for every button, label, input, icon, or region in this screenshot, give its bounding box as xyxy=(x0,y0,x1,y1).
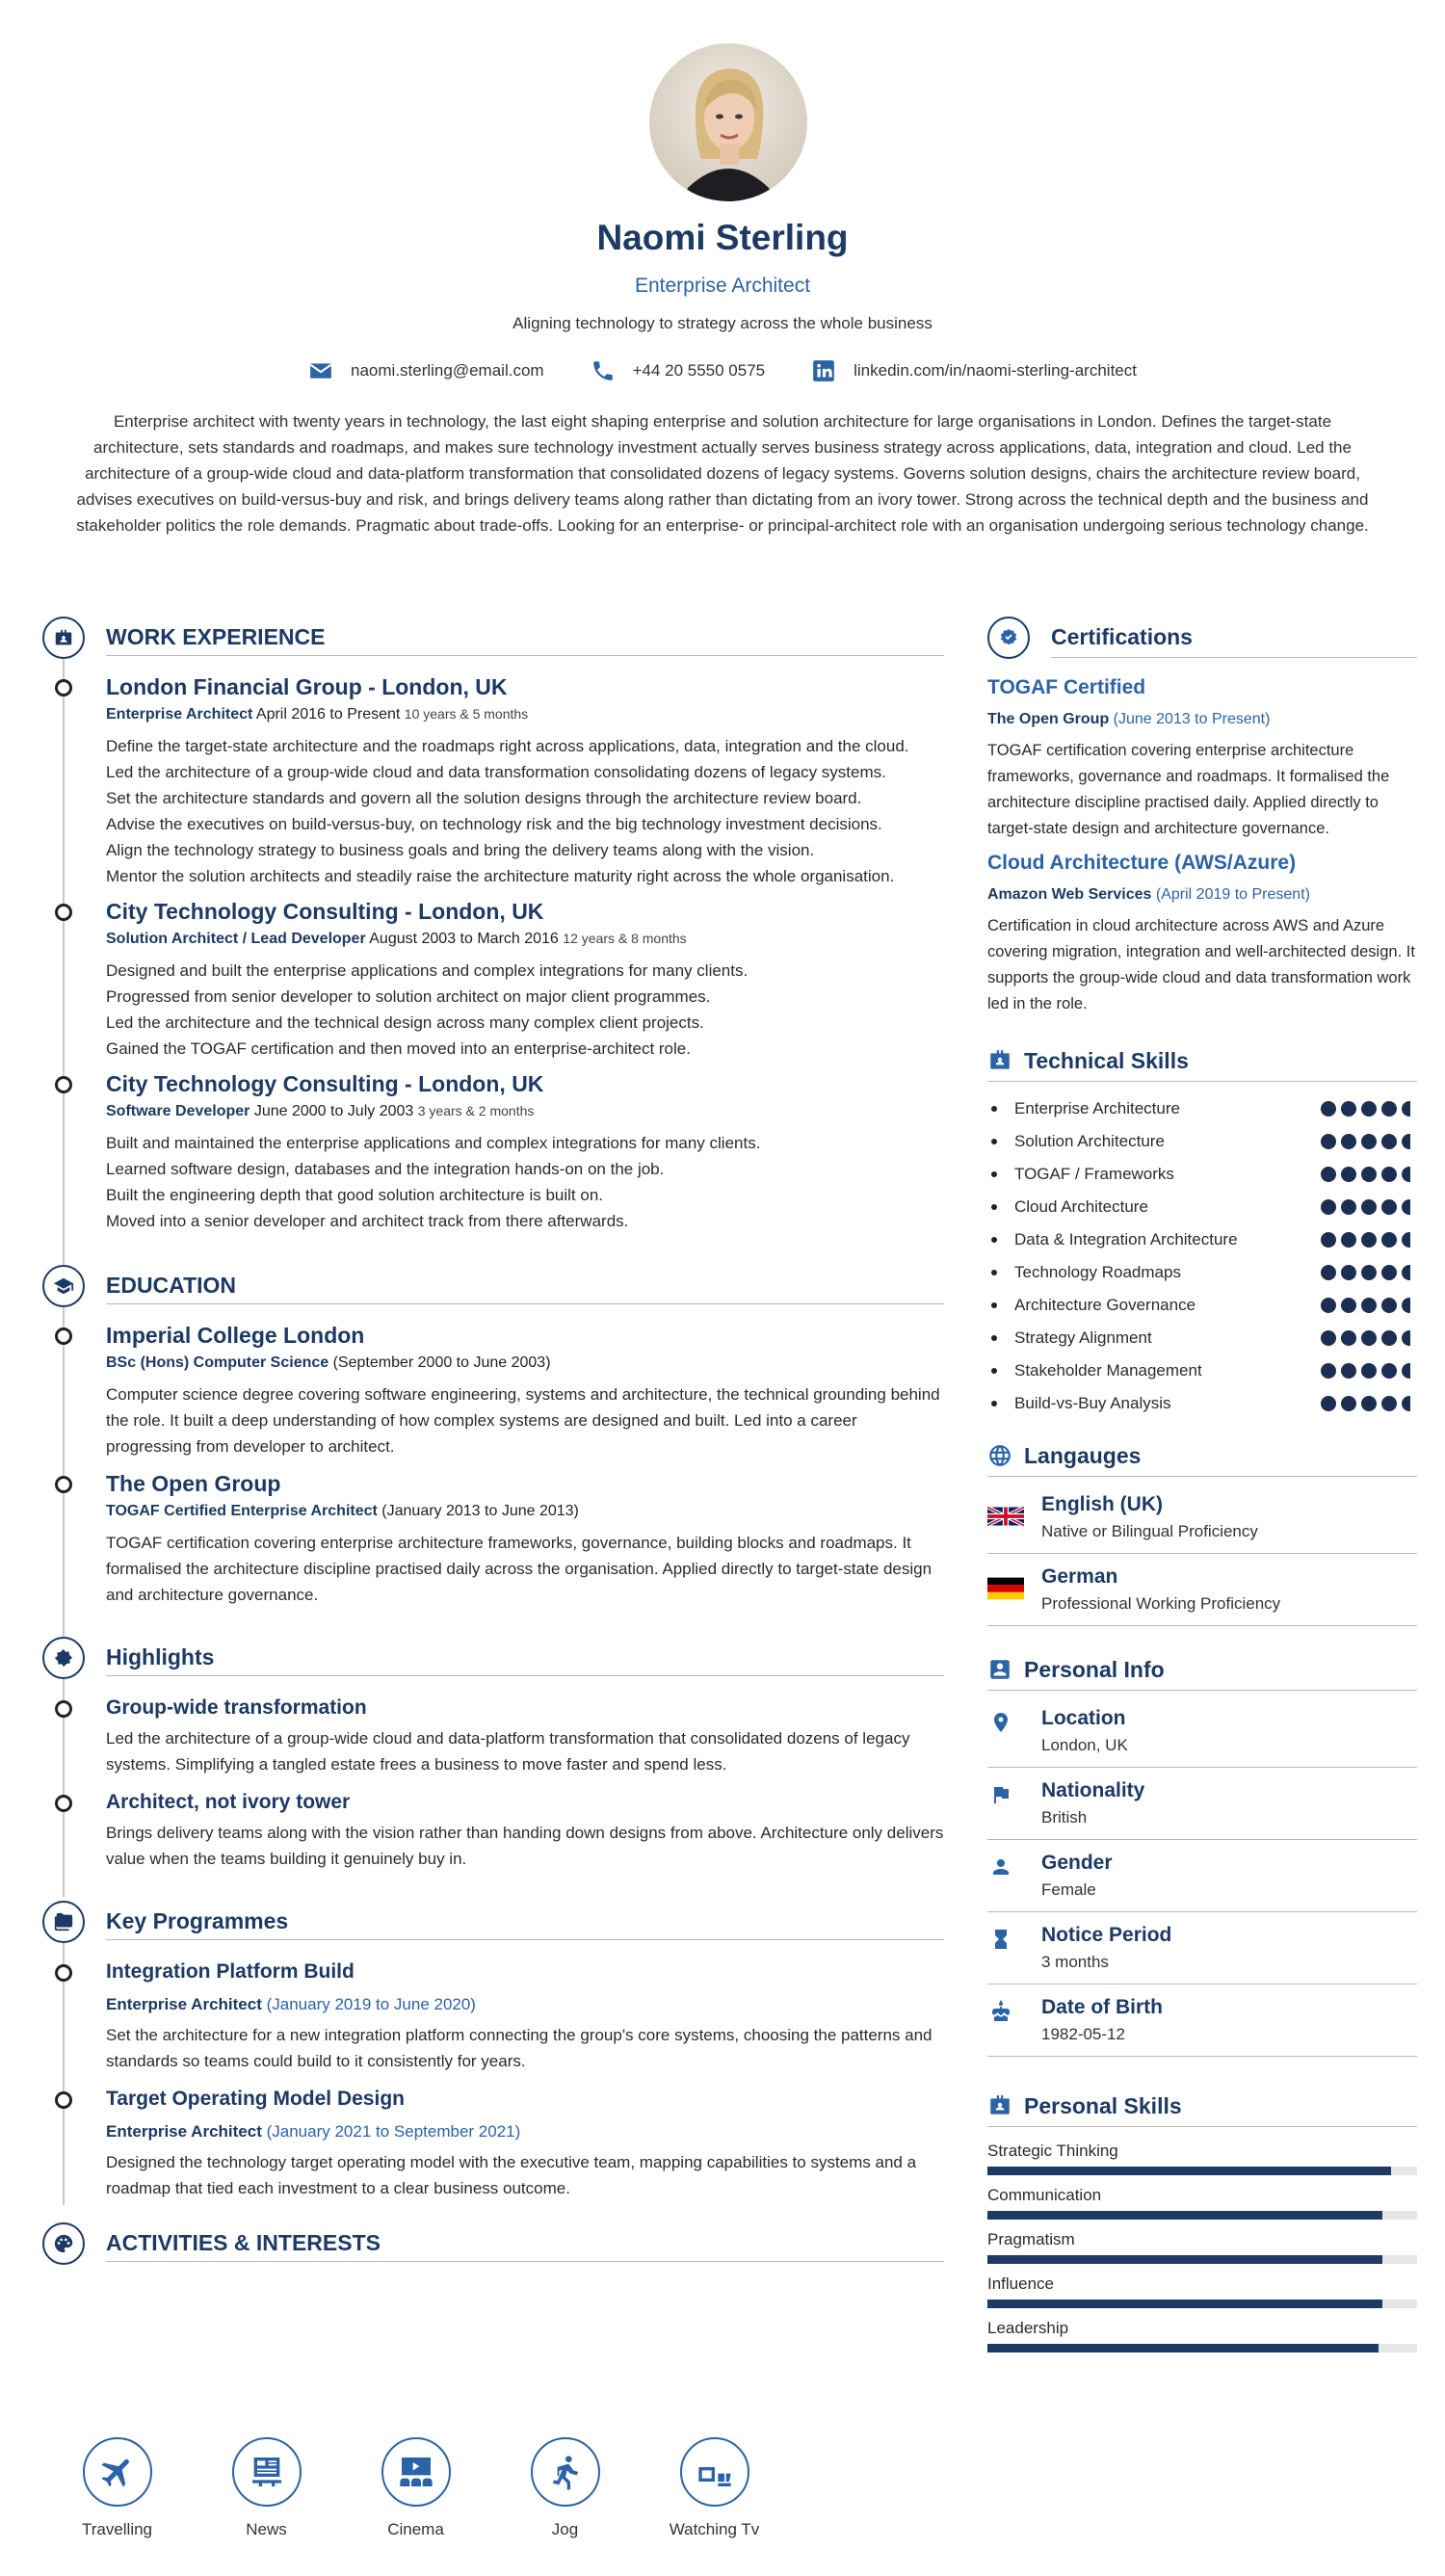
company-title: London Financial Group - London, UK xyxy=(106,674,508,699)
skill-rating-dots xyxy=(1321,1396,1417,1411)
technical-skill-row xyxy=(987,1125,1417,1158)
language-name: English (UK) xyxy=(1041,1493,1163,1515)
info-label: Nationality xyxy=(1041,1779,1145,1801)
activity-label: News xyxy=(246,2520,287,2538)
degree-name: TOGAF Certified Enterprise Architect xyxy=(106,1503,378,1519)
company-title: City Technology Consulting - London, UK xyxy=(106,1071,544,1096)
programme-entry xyxy=(42,1960,944,2074)
role-line xyxy=(106,706,944,723)
highlights-heading-text: Highlights xyxy=(106,1644,215,1669)
technical-skill-name: Build-vs-Buy Analysis xyxy=(987,1394,1171,1413)
main-column xyxy=(42,617,944,2265)
description-line: Built the engineering depth that good solution architecture is built on. xyxy=(106,1186,604,1204)
activity-label: Travelling xyxy=(81,2520,153,2538)
info-item-notice-period xyxy=(987,1912,1417,1985)
job-title: Enterprise Architect xyxy=(634,275,811,297)
role-duration: 3 years & 2 months xyxy=(417,1103,535,1118)
work-heading-text: WORK EXPERIENCE xyxy=(106,624,326,649)
technical-skill-name: Strategy Alignment xyxy=(987,1328,1152,1348)
cinema-screen-icon xyxy=(381,2437,451,2507)
programmes-timeline xyxy=(42,1960,944,2201)
rating-dot xyxy=(1321,1396,1336,1411)
personal-skills-list xyxy=(987,2142,1417,2363)
rating-dot xyxy=(1381,1199,1397,1215)
rating-dot xyxy=(1361,1298,1377,1313)
personal-skill-row xyxy=(987,2230,1417,2274)
description-line: Gained the TOGAF certification and then moved into an enterprise-architect role. xyxy=(106,1039,691,1058)
personal-info-heading xyxy=(987,1647,1417,1690)
certificate-badge-icon xyxy=(987,617,1030,659)
personal-info-list xyxy=(987,1695,1417,2057)
rating-dot xyxy=(1402,1199,1417,1215)
personal-skill-row xyxy=(987,2319,1417,2363)
rating-dot xyxy=(1341,1396,1356,1411)
person-icon xyxy=(989,1855,1012,1879)
programme-description: Designed the technology target operating model with the executive team, mapping capabilities to systems and a roadmap that tied each investment to a clear business outcome. xyxy=(106,2153,917,2197)
degree-line xyxy=(106,1503,944,1520)
folders-icon xyxy=(42,1901,85,1943)
germany-flag-icon xyxy=(987,1575,1024,1602)
cert-description: TOGAF certification covering enterprise architecture frameworks, governance and roadmaps. It formalised the architecture discipline practised daily. Applied directly to target-state design and architecture governance. xyxy=(987,742,1390,837)
role-description xyxy=(106,1130,944,1234)
personal-skill-row xyxy=(987,2186,1417,2230)
rating-dot xyxy=(1321,1134,1336,1149)
info-item-nationality xyxy=(987,1768,1417,1840)
description-line: Define the target-state architecture and the roadmaps right across applications, data, integration and the cloud. xyxy=(106,737,909,755)
technical-skill-row xyxy=(987,1092,1417,1125)
rating-dot xyxy=(1402,1134,1417,1149)
activity-label: Jog xyxy=(551,2520,579,2538)
language-list xyxy=(987,1482,1417,1626)
cert-issuer: The Open Group xyxy=(987,711,1110,727)
cert-dates: (June 2013 to Present) xyxy=(1109,711,1271,727)
highlight-description: Led the architecture of a group-wide cloud and data-platform transformation that consolidated dozens of legacy systems. Simplifying a tangled estate frees a business to move faster and spend less. xyxy=(106,1729,910,1774)
school-title: The Open Group xyxy=(106,1471,281,1496)
skill-level-bar xyxy=(987,2300,1417,2308)
personal-skill-row xyxy=(987,2274,1417,2319)
id-badge-icon xyxy=(987,1048,1012,1073)
programme-dates: (January 2019 to June 2020) xyxy=(261,1995,476,2013)
rating-dot xyxy=(1381,1232,1397,1248)
technical-skills-heading xyxy=(987,1038,1417,1081)
rating-dot xyxy=(1321,1363,1336,1379)
rating-dot xyxy=(1361,1199,1377,1215)
graduation-cap-icon xyxy=(42,1265,85,1307)
programme-dates: (January 2021 to September 2021) xyxy=(261,2122,521,2141)
rating-dot xyxy=(1341,1363,1356,1379)
palette-icon xyxy=(42,2222,85,2265)
description-line: Progressed from senior developer to solution architect on major client programmes. xyxy=(106,987,711,1006)
info-item-gender xyxy=(987,1840,1417,1912)
technical-skill-row xyxy=(987,1322,1417,1354)
role-description xyxy=(106,958,944,1062)
highlights-section-heading xyxy=(42,1637,944,1679)
highlight-entry xyxy=(42,1696,944,1777)
description-line: Led the architecture of a group-wide cloud and data transformation consolidating dozens of legacy systems. xyxy=(106,763,886,781)
personal-skills-heading xyxy=(987,2084,1417,2126)
description-line: Moved into a senior developer and architect track from there afterwards. xyxy=(106,1212,629,1230)
education-timeline xyxy=(42,1323,944,1608)
education-description: Computer science degree covering software engineering, systems and architecture, the technical grounding behind the role. It built a deep understanding of how complex systems are designed and built. Led into a career progressing from developer to architect. xyxy=(106,1385,940,1456)
skill-rating-dots xyxy=(1321,1232,1417,1248)
skill-level-fill xyxy=(987,2167,1391,2175)
skill-level-bar xyxy=(987,2167,1417,2175)
profile-photo xyxy=(649,43,807,201)
role-name: Enterprise Architect xyxy=(106,706,253,723)
rating-dot xyxy=(1361,1363,1377,1379)
technical-skill-row xyxy=(987,1354,1417,1387)
location-pin-icon xyxy=(989,1711,1012,1734)
education-entry xyxy=(42,1471,944,1608)
skill-level-bar xyxy=(987,2344,1417,2353)
description-line: Align the technology strategy to business goals and bring the delivery teams along with the vision. xyxy=(106,841,815,859)
cert-description: Certification in cloud architecture across AWS and Azure covering migration, integration and well-architected design. It supports the group-wide cloud and data transformation work led in the role. xyxy=(987,917,1415,1012)
news-icon xyxy=(232,2437,302,2507)
rating-dot xyxy=(1361,1232,1377,1248)
rating-dot xyxy=(1381,1101,1397,1117)
profile-summary: Enterprise architect with twenty years in technology, the last eight shaping enterprise and solution architecture for large organisations in London. Defines the target-state architecture, sets standards and roadmaps, and makes sure technology investment actually serves business strategy across applications, data, integration and cloud. Led the architecture of a group-wide cloud and data-platform transformation that consolidated dozens of legacy systems. Governs solution designs, chairs the architecture review board, advises executives on build-versus-buy and risk, and brings delivery teams along rather than dictating from an ivory tower. Strong across the technical depth and the business and stakeholder politics the role demands. Pragmatic about trade-offs. Looking for an enterprise- or principal-architect role with an organisation undergoing serious technology change. xyxy=(76,412,1369,535)
description-line: Mentor the solution architects and steadily raise the architecture maturity right across the whole organisation. xyxy=(106,867,895,885)
technical-skill-row xyxy=(987,1256,1417,1289)
rating-dot xyxy=(1361,1330,1377,1346)
runner-icon xyxy=(531,2437,600,2507)
phone-icon xyxy=(591,358,616,383)
programme-description: Set the architecture for a new integration platform connecting the group's core systems, choosing the patterns and standards so teams could build to it consistently for years. xyxy=(106,2026,933,2070)
personal-skill-row xyxy=(987,2142,1417,2186)
language-level: Professional Working Proficiency xyxy=(1041,1594,1281,1613)
id-badge-icon xyxy=(987,2093,1012,2118)
sidebar-column xyxy=(987,617,1417,2363)
cert-dates: (April 2019 to Present) xyxy=(1151,886,1310,903)
highlight-entry xyxy=(42,1791,944,1872)
description-line: Advise the executives on build-versus-buy, on technology risk and the big technology investment decisions. xyxy=(106,815,882,833)
globe-icon xyxy=(987,1443,1012,1468)
language-level: Native or Bilingual Proficiency xyxy=(1041,1522,1258,1540)
info-label: Notice Period xyxy=(1041,1924,1172,1946)
email-icon xyxy=(308,358,333,383)
phone-text: +44 20 5550 0575 xyxy=(632,361,766,380)
rating-dot xyxy=(1381,1265,1397,1280)
rating-dot xyxy=(1341,1199,1356,1215)
cert-name: Cloud Architecture (AWS/Azure) xyxy=(987,852,1297,874)
technical-skill-name: Architecture Governance xyxy=(987,1296,1195,1315)
personal-skill-name: Leadership xyxy=(987,2319,1069,2337)
programmes-section-heading xyxy=(42,1901,944,1943)
description-line: Built and maintained the enterprise applications and complex integrations for many clients. xyxy=(106,1134,761,1152)
programme-title: Target Operating Model Design xyxy=(106,2088,405,2110)
rating-dot xyxy=(1321,1232,1336,1248)
language-name: German xyxy=(1041,1565,1118,1588)
rating-dot xyxy=(1361,1167,1377,1182)
rating-dot xyxy=(1341,1298,1356,1313)
activity-label: Watching Tv xyxy=(669,2520,760,2538)
activity-item xyxy=(42,2437,192,2539)
cert-entry xyxy=(987,676,1417,842)
role-name: Solution Architect / Lead Developer xyxy=(106,931,366,947)
rating-dot xyxy=(1402,1396,1417,1411)
email-text: naomi.sterling@email.com xyxy=(351,361,544,380)
language-item xyxy=(987,1554,1417,1626)
technical-skill-row xyxy=(987,1387,1417,1420)
linkedin-icon xyxy=(811,358,836,383)
info-value: British xyxy=(1041,1808,1088,1827)
technical-skill-name: Enterprise Architecture xyxy=(987,1099,1180,1118)
rating-dot xyxy=(1402,1265,1417,1280)
activities-section-heading xyxy=(42,2222,944,2265)
highlight-description: Brings delivery teams along with the vision rather than handing down designs from above. Architecture only delivers value when the teams building it genuinely buy in. xyxy=(106,1824,944,1868)
rating-dot xyxy=(1361,1101,1377,1117)
rating-dot xyxy=(1341,1134,1356,1149)
technical-skill-row xyxy=(987,1158,1417,1191)
role-line xyxy=(106,931,944,948)
highlight-title: Architect, not ivory tower xyxy=(106,1791,351,1813)
work-entry xyxy=(42,674,944,889)
rating-dot xyxy=(1402,1298,1417,1313)
technical-skill-name: TOGAF / Frameworks xyxy=(987,1165,1174,1184)
role-duration: 12 years & 8 months xyxy=(563,931,687,946)
highlight-title: Group-wide transformation xyxy=(106,1696,367,1719)
programme-title: Integration Platform Build xyxy=(106,1960,355,1983)
skill-rating-dots xyxy=(1321,1199,1417,1215)
technical-skills-list xyxy=(987,1092,1417,1420)
info-value: London, UK xyxy=(1041,1736,1128,1754)
skill-level-fill xyxy=(987,2255,1382,2264)
contact-card-icon xyxy=(987,1657,1012,1682)
rating-dot xyxy=(1402,1363,1417,1379)
rating-dot xyxy=(1321,1199,1336,1215)
skill-rating-dots xyxy=(1321,1134,1417,1149)
phone-contact[interactable] xyxy=(591,358,766,383)
rating-dot xyxy=(1321,1265,1336,1280)
languages-heading xyxy=(987,1433,1417,1476)
programme-role: Enterprise Architect xyxy=(106,2122,262,2141)
role-name: Software Developer xyxy=(106,1103,250,1119)
degree-dates: (September 2000 to June 2003) xyxy=(328,1354,551,1371)
rating-dot xyxy=(1381,1134,1397,1149)
skill-rating-dots xyxy=(1321,1298,1417,1313)
info-value: Female xyxy=(1041,1880,1096,1899)
activity-label: Cinema xyxy=(387,2520,444,2538)
uk-flag-icon xyxy=(987,1503,1024,1530)
activity-item xyxy=(490,2437,640,2539)
rating-dot xyxy=(1341,1101,1356,1117)
tv-watching-icon xyxy=(680,2437,749,2507)
languages-heading-text: Langauges xyxy=(1024,1443,1142,1468)
personal-info-heading-text: Personal Info xyxy=(1024,1657,1165,1682)
technical-skill-name: Cloud Architecture xyxy=(987,1197,1148,1217)
certifications-heading-text: Certifications xyxy=(1051,624,1193,649)
skill-rating-dots xyxy=(1321,1265,1417,1280)
personal-skill-name: Influence xyxy=(987,2274,1054,2293)
rating-dot xyxy=(1361,1396,1377,1411)
rating-dot xyxy=(1361,1265,1377,1280)
activity-item xyxy=(341,2437,490,2539)
degree-line xyxy=(106,1354,944,1372)
tagline: Aligning technology to strategy across the whole business xyxy=(512,314,933,332)
skill-level-bar xyxy=(987,2211,1417,2220)
education-entry xyxy=(42,1323,944,1459)
rating-dot xyxy=(1341,1330,1356,1346)
rating-dot xyxy=(1402,1101,1417,1117)
programme-role-line xyxy=(106,2122,944,2142)
cert-issuer-line xyxy=(987,711,1417,728)
linkedin-contact[interactable] xyxy=(811,358,1137,383)
work-entry xyxy=(42,1071,944,1234)
language-item xyxy=(987,1482,1417,1554)
technical-skill-row xyxy=(987,1289,1417,1322)
role-description xyxy=(106,733,944,889)
skill-level-fill xyxy=(987,2300,1382,2308)
role-line xyxy=(106,1103,944,1120)
programmes-heading-text: Key Programmes xyxy=(106,1908,289,1933)
personal-skills-heading-text: Personal Skills xyxy=(1024,2093,1182,2118)
technical-skill-row xyxy=(987,1223,1417,1256)
technical-skill-name: Data & Integration Architecture xyxy=(987,1230,1238,1249)
rating-dot xyxy=(1381,1363,1397,1379)
description-line: Learned software design, databases and the integration hands-on on the job. xyxy=(106,1160,665,1178)
linkedin-text: linkedin.com/in/naomi-sterling-architect xyxy=(854,361,1137,380)
info-label: Date of Birth xyxy=(1041,1996,1163,2018)
rating-dot xyxy=(1381,1396,1397,1411)
airplane-icon xyxy=(83,2437,152,2507)
technical-skill-name: Technology Roadmaps xyxy=(987,1263,1181,1282)
description-line: Designed and built the enterprise applications and complex integrations for many clients. xyxy=(106,961,749,980)
technical-skill-row xyxy=(987,1191,1417,1223)
highlights-timeline xyxy=(42,1696,944,1872)
skill-rating-dots xyxy=(1321,1363,1417,1379)
rating-dot xyxy=(1341,1232,1356,1248)
company-title: City Technology Consulting - London, UK xyxy=(106,899,544,924)
info-item-location xyxy=(987,1695,1417,1768)
rating-dot xyxy=(1402,1167,1417,1182)
contact-bar xyxy=(0,358,1445,383)
rating-dot xyxy=(1402,1232,1417,1248)
work-timeline xyxy=(42,674,944,1234)
role-dates: August 2003 to March 2016 xyxy=(365,931,564,947)
role-dates: April 2016 to Present xyxy=(252,706,405,723)
programme-entry xyxy=(42,2088,944,2201)
skill-rating-dots xyxy=(1321,1330,1417,1346)
rating-dot xyxy=(1321,1298,1336,1313)
activities-list xyxy=(42,2437,944,2539)
skill-level-bar xyxy=(987,2255,1417,2264)
rating-dot xyxy=(1402,1330,1417,1346)
rating-dot xyxy=(1381,1298,1397,1313)
programme-role-line xyxy=(106,1995,944,2014)
skill-rating-dots xyxy=(1321,1167,1417,1182)
briefcase-id-icon xyxy=(42,617,85,659)
programme-role: Enterprise Architect xyxy=(106,1995,262,2013)
certifications-heading xyxy=(987,617,1417,659)
star-badge-icon xyxy=(42,1637,85,1679)
info-label: Gender xyxy=(1041,1852,1113,1874)
cake-icon xyxy=(989,2000,1012,2023)
info-value: 3 months xyxy=(1041,1953,1109,1971)
technical-skill-name: Solution Architecture xyxy=(987,1132,1165,1151)
cert-entry xyxy=(987,852,1417,1017)
work-section-heading xyxy=(42,617,944,659)
work-entry xyxy=(42,899,944,1062)
info-label: Location xyxy=(1041,1707,1126,1729)
candidate-name: Naomi Sterling xyxy=(596,218,849,257)
degree-name: BSc (Hons) Computer Science xyxy=(106,1354,329,1371)
personal-skill-name: Pragmatism xyxy=(987,2230,1075,2248)
personal-skill-name: Communication xyxy=(987,2186,1102,2204)
description-line: Set the architecture standards and govern all the solution designs through the architecture review board. xyxy=(106,789,862,807)
school-title: Imperial College London xyxy=(106,1323,365,1348)
cert-name: TOGAF Certified xyxy=(987,676,1146,698)
description-line: Led the architecture and the technical design across many complex client projects. xyxy=(106,1013,704,1032)
rating-dot xyxy=(1381,1330,1397,1346)
rating-dot xyxy=(1341,1167,1356,1182)
info-value: 1982-05-12 xyxy=(1041,2025,1125,2043)
rating-dot xyxy=(1341,1265,1356,1280)
rating-dot xyxy=(1321,1167,1336,1182)
skill-rating-dots xyxy=(1321,1101,1417,1117)
role-duration: 10 years & 5 months xyxy=(404,706,529,722)
info-item-date-of-birth xyxy=(987,1985,1417,2057)
education-description: TOGAF certification covering enterprise architecture frameworks, governance, building blocks and roadmaps. It formalised the architecture discipline practised daily across the organisation. Applied directly to target-state design and architecture governance. xyxy=(106,1534,933,1604)
activity-item xyxy=(192,2437,341,2539)
flag-icon xyxy=(989,1783,1012,1806)
technical-skills-heading-text: Technical Skills xyxy=(1024,1048,1189,1073)
rating-dot xyxy=(1361,1134,1377,1149)
activity-item xyxy=(640,2437,789,2539)
skill-level-fill xyxy=(987,2344,1379,2353)
rating-dot xyxy=(1321,1330,1336,1346)
email-contact[interactable] xyxy=(308,358,544,383)
education-heading-text: EDUCATION xyxy=(106,1273,237,1298)
personal-skill-name: Strategic Thinking xyxy=(987,2142,1118,2160)
role-dates: June 2000 to July 2003 xyxy=(250,1103,418,1119)
activities-heading-text: ACTIVITIES & INTERESTS xyxy=(106,2230,381,2255)
skill-level-fill xyxy=(987,2211,1382,2220)
technical-skill-name: Stakeholder Management xyxy=(987,1361,1202,1380)
hourglass-icon xyxy=(989,1928,1012,1951)
rating-dot xyxy=(1381,1167,1397,1182)
degree-dates: (January 2013 to June 2013) xyxy=(377,1503,579,1519)
education-section-heading xyxy=(42,1265,944,1307)
cert-issuer: Amazon Web Services xyxy=(987,886,1152,903)
cert-issuer-line xyxy=(987,886,1417,904)
rating-dot xyxy=(1321,1101,1336,1117)
